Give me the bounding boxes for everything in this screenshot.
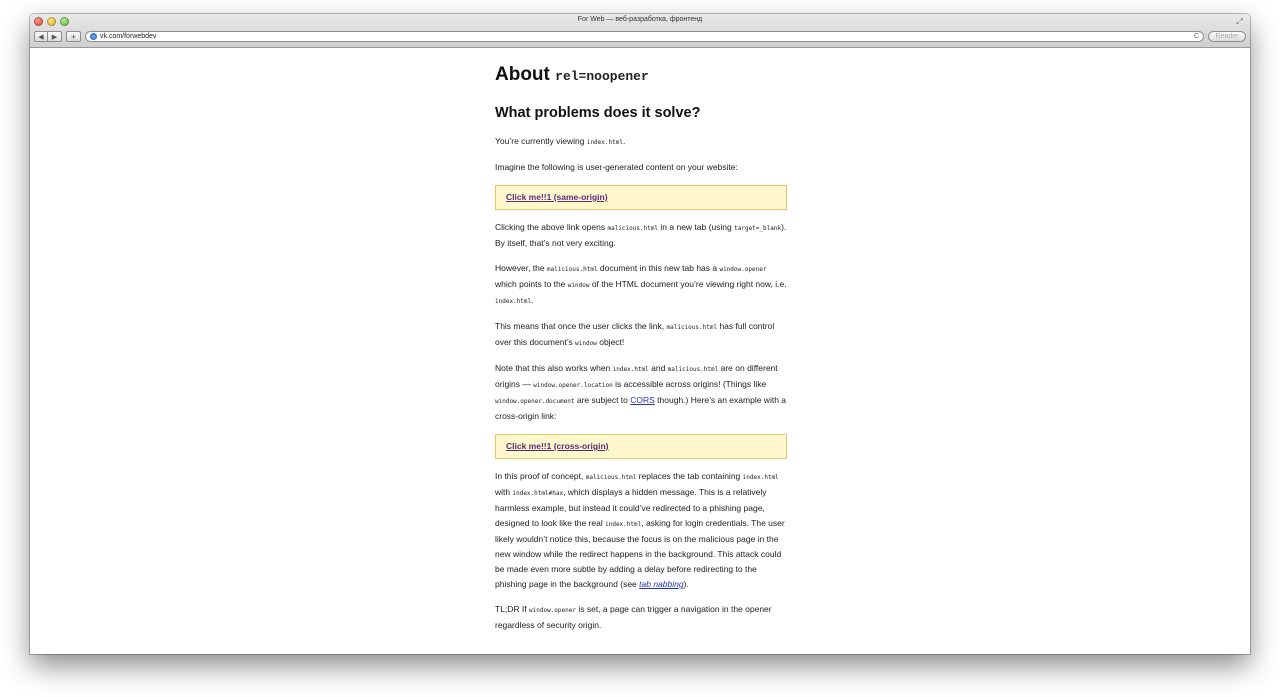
same-origin-link[interactable]: Click me!!1 (same-origin) [506,192,608,202]
text: are on different origins — [495,363,778,389]
text: object! [596,337,625,347]
add-bookmark-button[interactable]: + [66,31,81,42]
text: and [648,363,668,373]
cross-origin-link[interactable]: Click me!!1 (cross-origin) [506,441,609,451]
text: though.) Here’s an example with a cross-origin link: [495,395,787,421]
paragraph-proof-of-concept [495,469,787,592]
text: is accessible across origins! (Things like [612,379,767,389]
inline-code: malicious.html [585,474,637,481]
paragraph-cross-origin [495,361,787,424]
paragraph-however [495,261,787,309]
text: replaces the tab containing [636,471,743,481]
paragraph-current-page [495,134,787,150]
callout-cross-origin [495,434,787,459]
text: In this proof of concept, [495,471,586,481]
text: , asking for login credentials. The user likely wouldn’t notice this, because the focus is on the malicious page in the new window while the redirect happens in the background. This attack could be made even more subtle by adding a delay before redirecting to the phishing page in the background (see [495,518,785,589]
globe-icon [90,33,97,40]
inline-code: index.html [495,298,532,305]
browser-window [30,14,1250,654]
nav-buttons [34,31,62,42]
text: in a new tab (using [658,222,735,232]
inline-code: malicious.html [666,324,718,331]
paragraph-tldr [495,602,787,633]
url-text: vk.com/forwebdev [100,33,157,40]
inline-code: window.opener.location [533,382,613,389]
inline-code: index.html [742,474,779,481]
inline-code: malicious.html [607,225,659,232]
forward-button[interactable]: ▶ [48,31,62,42]
inline-code: index.html [586,139,623,146]
text: with [495,487,513,497]
page-title [495,64,787,88]
text: However, the [495,263,547,273]
paragraph-clicking [495,220,787,251]
text: This means that once the user clicks the link, [495,321,667,331]
text: has full control over this document’s [495,321,775,347]
text: . [531,295,534,305]
tab-nabbing-link[interactable]: tab nabbing [639,579,684,589]
inline-code: malicious.html [546,266,598,273]
text: of the HTML document you’re viewing right now, i.e. [589,279,787,289]
browser-chrome [30,14,1250,48]
inline-code: index.html [605,521,642,528]
window-title: For Web — веб-разработка, фронтенд [577,16,703,23]
reload-icon[interactable]: C [1193,33,1199,40]
page-title-code: rel=noopener [555,69,649,84]
text: . [622,136,626,146]
inline-code: malicious.html [667,366,719,373]
text: Clicking the above link opens [495,222,608,232]
address-bar[interactable] [85,31,1204,42]
paragraph-control [495,319,787,351]
inline-code: window [575,340,597,347]
fullscreen-icon[interactable]: ⤢ [1236,17,1243,26]
page-content [30,48,1250,654]
text: ). By itself, that’s not very exciting. [495,222,787,248]
text: are subject to [574,395,631,405]
reader-button[interactable]: Reader [1208,31,1246,42]
text: You’re currently viewing [495,136,587,146]
text: which points to the [495,279,568,289]
page-title-text: About [495,64,556,85]
text: document in this new tab has a [597,263,720,273]
paragraph-intro: Imagine the following is user-generated content on your website: [495,162,738,172]
text: TL;DR If [495,604,530,614]
toolbar [34,30,1246,43]
text: Note that this also works when [495,363,613,373]
inline-code: window [567,282,590,289]
section-heading: What problems does it solve? [495,105,701,121]
back-button[interactable]: ◀ [34,31,48,42]
inline-code: window.opener.document [495,398,575,405]
callout-same-origin [495,185,787,210]
inline-code: target=_blank [734,225,782,232]
text: , which displays a hidden message. This is a relatively harmless example, but instead it could’ve redirected to a phishing page, designed to look like the real [495,487,767,528]
article [495,48,787,633]
cors-link[interactable]: CORS [630,395,655,405]
inline-code: index.html#hax [512,490,564,497]
inline-code: window.opener [529,607,576,614]
text: is set, a page can trigger a navigation in the opener regardless of security origin. [495,604,772,630]
inline-code: window.opener [719,266,767,273]
inline-code: index.html [612,366,649,373]
text: ). [683,579,689,589]
